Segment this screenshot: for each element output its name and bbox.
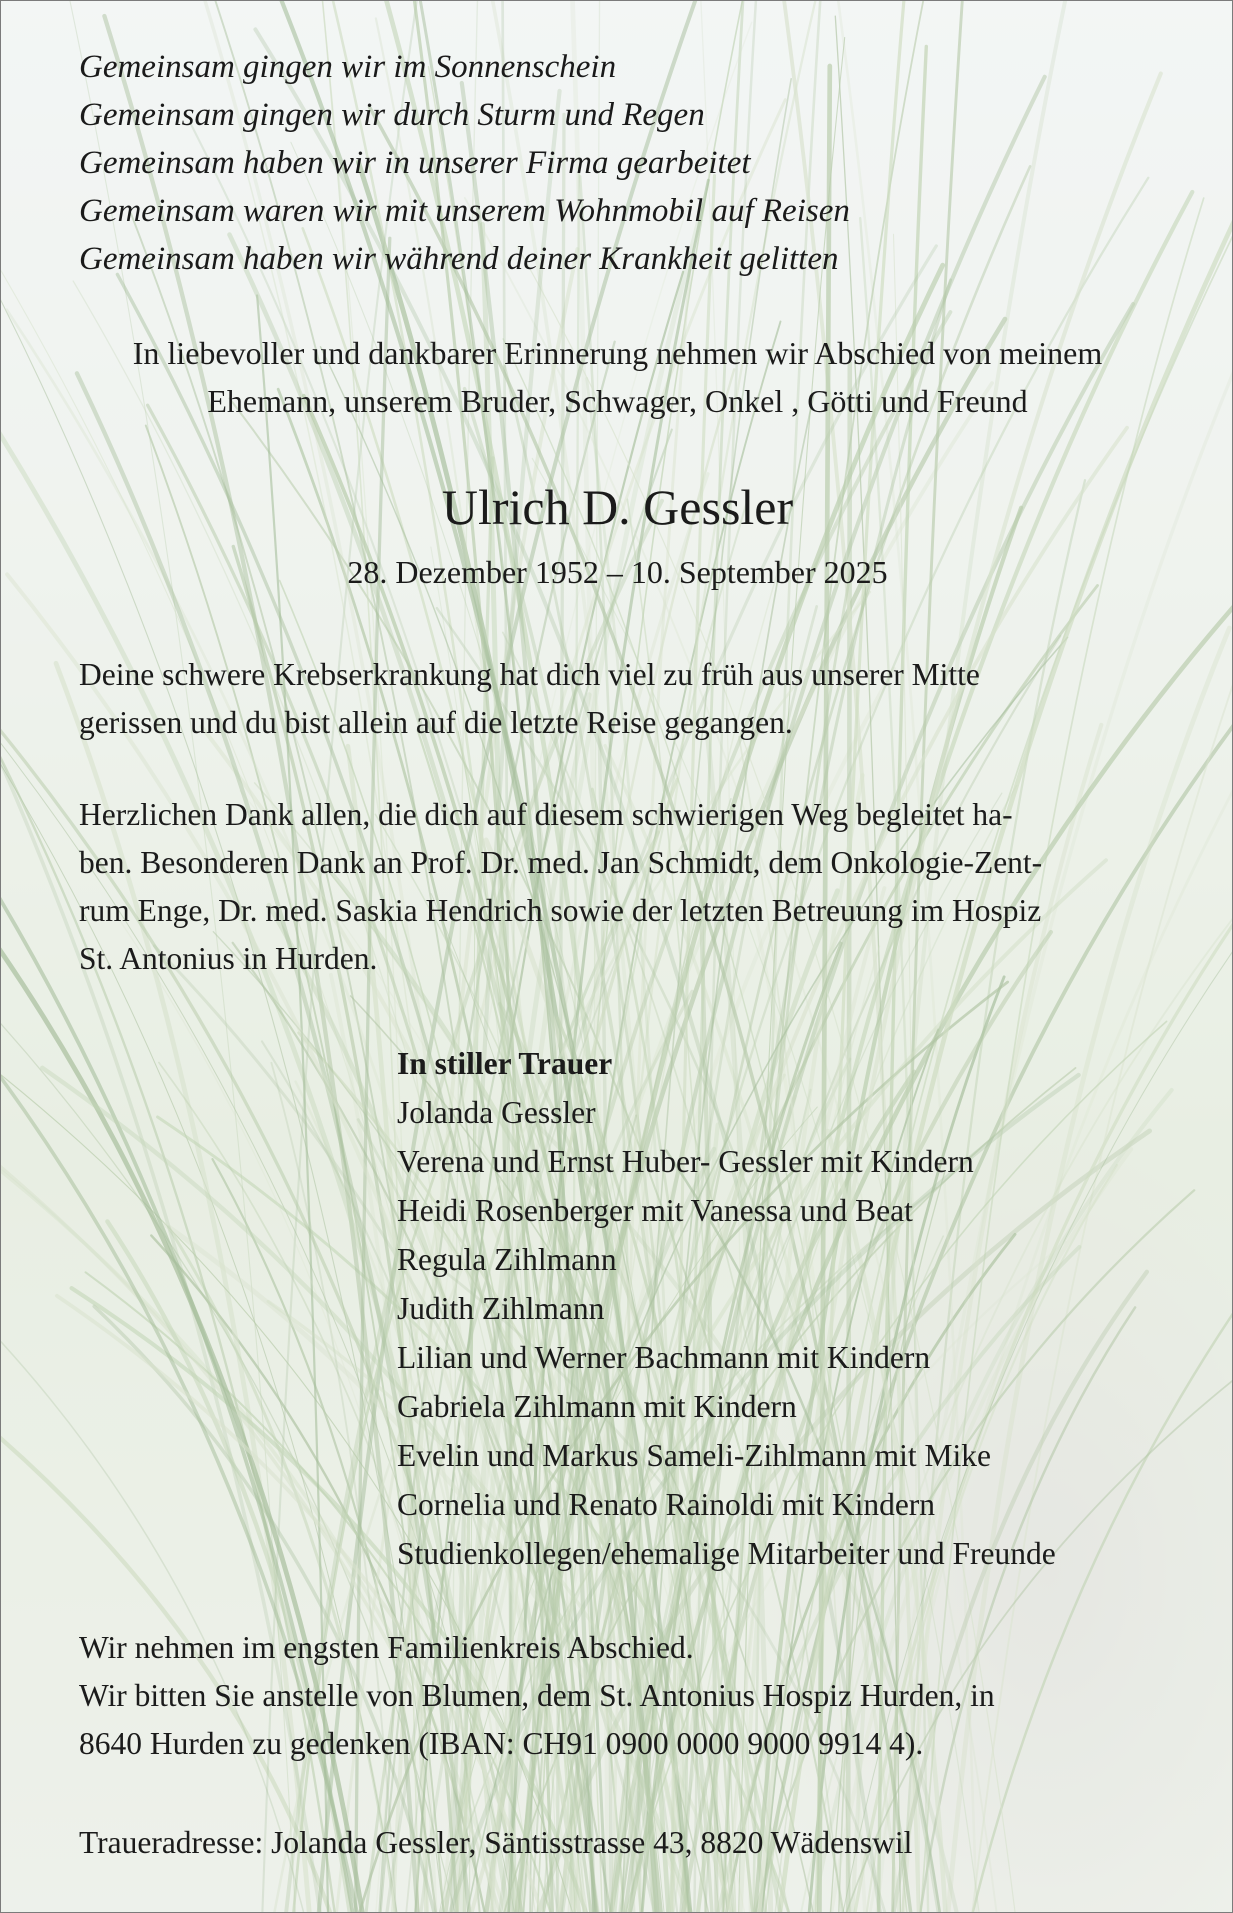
paragraph-illness: [79, 651, 980, 747]
notice-content: [1, 1, 1232, 1912]
intro-line: Ehemann, unserem Bruder, Schwager, Onkel , Götti und Freund: [207, 383, 1028, 419]
mourner-name: Gabriela Zihlmann mit Kindern: [397, 1389, 797, 1424]
closing-text: [79, 1624, 995, 1768]
poem: [79, 43, 850, 283]
poem-line: Gemeinsam gingen wir durch Sturm und Regen: [79, 97, 705, 133]
poem-line: Gemeinsam gingen wir im Sonnenschein: [79, 49, 617, 85]
closing-line: Wir nehmen im engsten Familienkreis Abschied.: [79, 1630, 694, 1665]
paragraph-thanks: [79, 791, 1042, 983]
mourner-name: Evelin und Markus Sameli-Zihlmann mit Mike: [397, 1438, 992, 1473]
deceased-name: Ulrich D. Gessler: [441, 479, 794, 535]
paragraph-line: Deine schwere Krebserkrankung hat dich viel zu früh aus unserer Mitte: [79, 657, 980, 692]
mourner-name: Regula Zihlmann: [397, 1242, 617, 1277]
mourners-heading: In stiller Trauer: [397, 1046, 613, 1081]
paragraph-line: St. Antonius in Hurden.: [79, 941, 378, 976]
mourner-name: Judith Zihlmann: [397, 1291, 605, 1326]
mourner-name: Lilian und Werner Bachmann mit Kindern: [397, 1340, 931, 1375]
poem-line: Gemeinsam waren wir mit unserem Wohnmobil auf Reisen: [79, 193, 850, 229]
mourners-list: [397, 1039, 1056, 1578]
poem-line: Gemeinsam haben wir während deiner Krankheit gelitten: [79, 241, 839, 277]
closing-line: Wir bitten Sie anstelle von Blumen, dem St. Antonius Hospiz Hurden, in: [79, 1678, 995, 1713]
paragraph-line: Herzlichen Dank allen, die dich auf diesem schwierigen Weg begleitet ha-: [79, 797, 1013, 832]
mourning-address: Traueradresse: Jolanda Gessler, Säntisstrasse 43, 8820 Wädenswil: [79, 1825, 913, 1860]
life-dates: 28. Dezember 1952 – 10. September 2025: [347, 554, 888, 590]
mourner-name: Heidi Rosenberger mit Vanessa und Beat: [397, 1193, 913, 1228]
mourner-name: Cornelia und Renato Rainoldi mit Kindern: [397, 1487, 936, 1522]
paragraph-line: ben. Besonderen Dank an Prof. Dr. med. Jan Schmidt, dem Onkologie-Zent-: [79, 845, 1043, 880]
mourner-name: Jolanda Gessler: [397, 1095, 596, 1130]
poem-line: Gemeinsam haben wir in unserer Firma gearbeitet: [79, 145, 751, 181]
mourner-name: Studienkollegen/ehemalige Mitarbeiter und Freunde: [397, 1536, 1056, 1571]
intro-text: [41, 329, 1194, 425]
paragraph-line: gerissen und du bist allein auf die letzte Reise gegangen.: [79, 705, 793, 740]
closing-line: 8640 Hurden zu gedenken (IBAN: CH91 0900 0000 9000 9914 4).: [79, 1726, 924, 1761]
intro-line: In liebevoller und dankbarer Erinnerung nehmen wir Abschied von meinem: [132, 335, 1103, 371]
paragraph-line: rum Enge, Dr. med. Saskia Hendrich sowie der letzten Betreuung im Hospiz: [79, 893, 1042, 928]
mourner-name: Verena und Ernst Huber- Gessler mit Kindern: [397, 1144, 974, 1179]
